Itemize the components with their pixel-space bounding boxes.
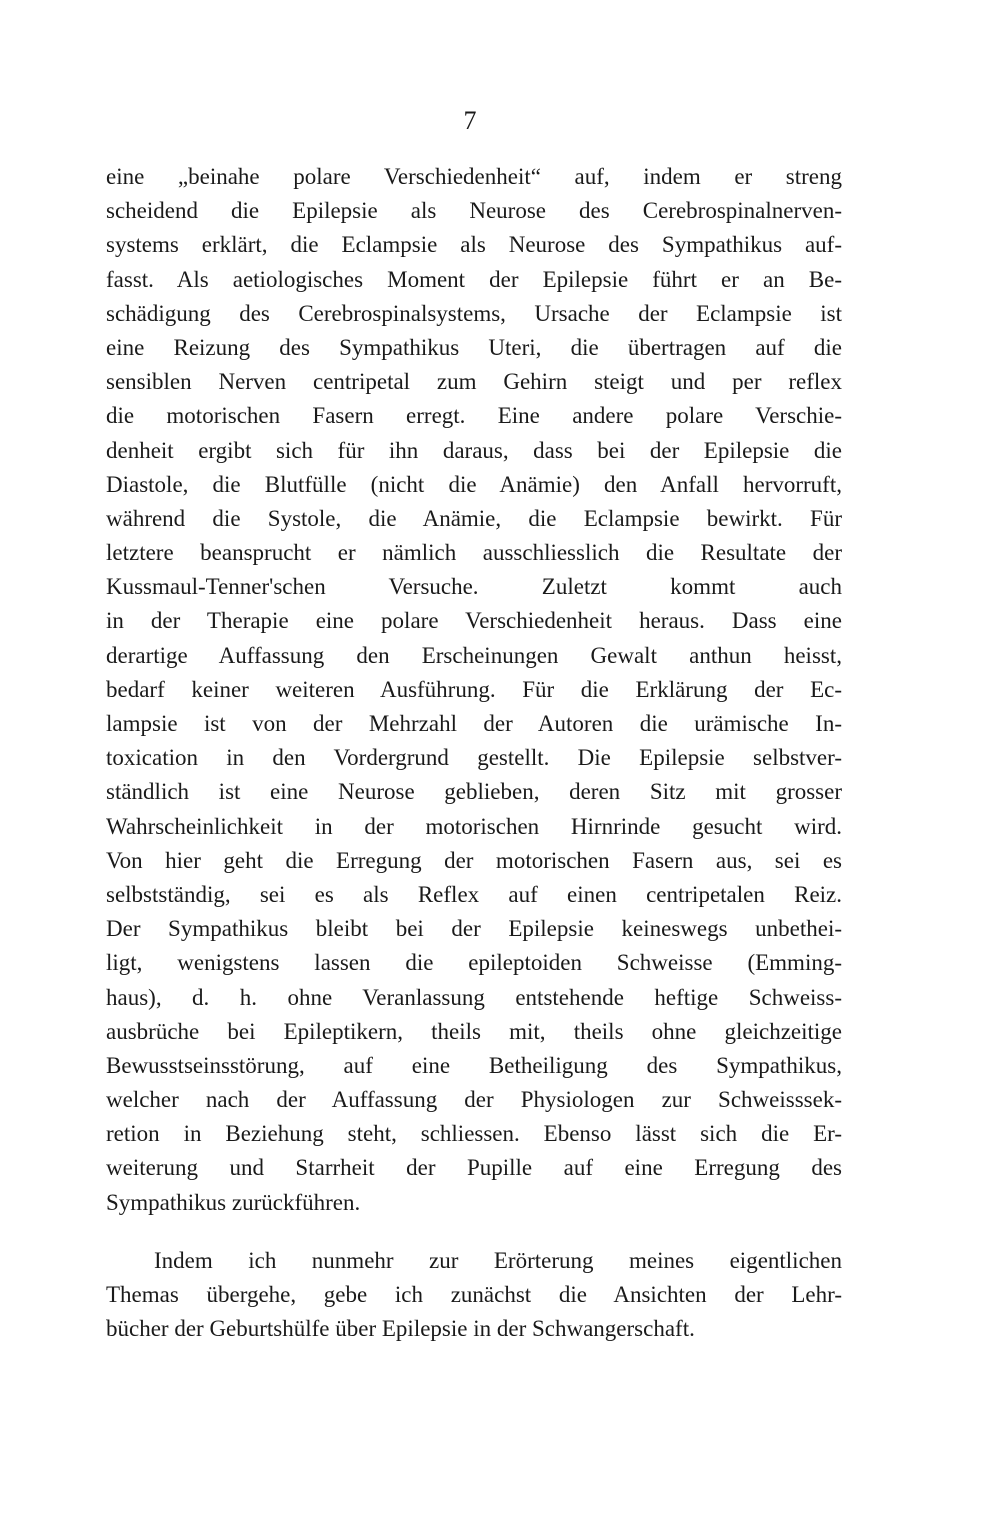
text-line: retion in Beziehung steht, schliessen. Ebenso lässt sich die Er- [106, 1121, 842, 1147]
text-line: Wahrscheinlichkeit in der motorischen Hirnrinde gesucht wird. [106, 813, 842, 839]
text-line: toxication in den Vordergrund gestellt. Die Epilepsie selbstver- [106, 745, 842, 771]
text-line: denheit ergibt sich für ihn daraus, dass bei der Epilepsie die [106, 437, 842, 463]
text-line: bücher der Geburtshülfe über Epilepsie in der Schwangerschaft. [106, 1316, 695, 1342]
text-line: ausbrüche bei Epileptikern, theils mit, theils ohne gleichzeitige [106, 1018, 842, 1044]
text-line: in der Therapie eine polare Verschiedenheit heraus. Dass eine [106, 608, 842, 634]
text-line: haus), d. h. ohne Veranlassung entstehende heftige Schweiss- [106, 984, 842, 1010]
body-text [106, 160, 842, 1346]
paragraph-spacer [106, 1220, 842, 1244]
text-line: bedarf keiner weiteren Ausführung. Für die Erklärung der Ec- [106, 676, 842, 702]
text-line: Themas übergehe, gebe ich zunächst die Ansichten der Lehr- [106, 1282, 842, 1307]
text-line: scheidend die Epilepsie als Neurose des Cerebrospinalnerven- [106, 198, 842, 224]
paragraph-1 [106, 160, 842, 1220]
text-line: die motorischen Fasern erregt. Eine andere polare Verschie- [106, 403, 842, 429]
text-line: Bewusstseinsstörung, auf eine Betheiligung des Sympathikus, [106, 1052, 842, 1078]
text-line: ständlich ist eine Neurose geblieben, deren Sitz mit grosser [106, 779, 842, 805]
text-line: Sympathikus zurückführen. [106, 1189, 361, 1215]
text-line: fasst. Als aetiologisches Moment der Epilepsie führt er an Be- [106, 266, 842, 292]
text-line: systems erklärt, die Eclampsie als Neurose des Sympathikus auf- [106, 232, 842, 258]
text-line: während die Systole, die Anämie, die Eclampsie bewirkt. Für [106, 505, 842, 531]
text-line: ligt, wenigstens lassen die epileptoiden Schweisse (Emming- [106, 950, 842, 976]
text-line: sensiblen Nerven centripetal zum Gehirn steigt und per reflex [106, 369, 842, 395]
text-line: Der Sympathikus bleibt bei der Epilepsie keineswegs unbethei- [106, 916, 842, 942]
text-line: selbstständig, sei es als Reflex auf einen centripetalen Reiz. [106, 881, 842, 907]
text-line: welcher nach der Auffassung der Physiologen zur Schweisssek- [106, 1087, 842, 1113]
page-number: 7 [463, 106, 477, 135]
text-line: Kussmaul-Tenner'schen Versuche. Zuletzt kommt auch [106, 574, 842, 600]
text-line: schädigung des Cerebrospinalsystems, Ursache der Eclampsie ist [106, 300, 842, 326]
text-line: Diastole, die Blutfülle (nicht die Anämie) den Anfall hervorruft, [106, 471, 842, 497]
text-line: eine „beinahe polare Verschiedenheit“ auf, indem er streng [106, 164, 842, 189]
text-line: Von hier geht die Erregung der motorischen Fasern aus, sei es [106, 847, 842, 873]
text-line: lampsie ist von der Mehrzahl der Autoren die urämische In- [106, 711, 842, 736]
text-line: weiterung und Starrheit der Pupille auf eine Erregung des [106, 1155, 842, 1181]
text-line: eine Reizung des Sympathikus Uteri, die übertragen auf die [106, 334, 842, 360]
paragraph-2 [106, 1244, 842, 1347]
text-line: Indem ich nunmehr zur Erörterung meines eigentlichen [154, 1247, 842, 1273]
text-line: letztere beansprucht er nämlich ausschliesslich die Resultate der [106, 540, 842, 566]
text-line: derartige Auffassung den Erscheinungen Gewalt anthun heisst, [106, 642, 842, 668]
